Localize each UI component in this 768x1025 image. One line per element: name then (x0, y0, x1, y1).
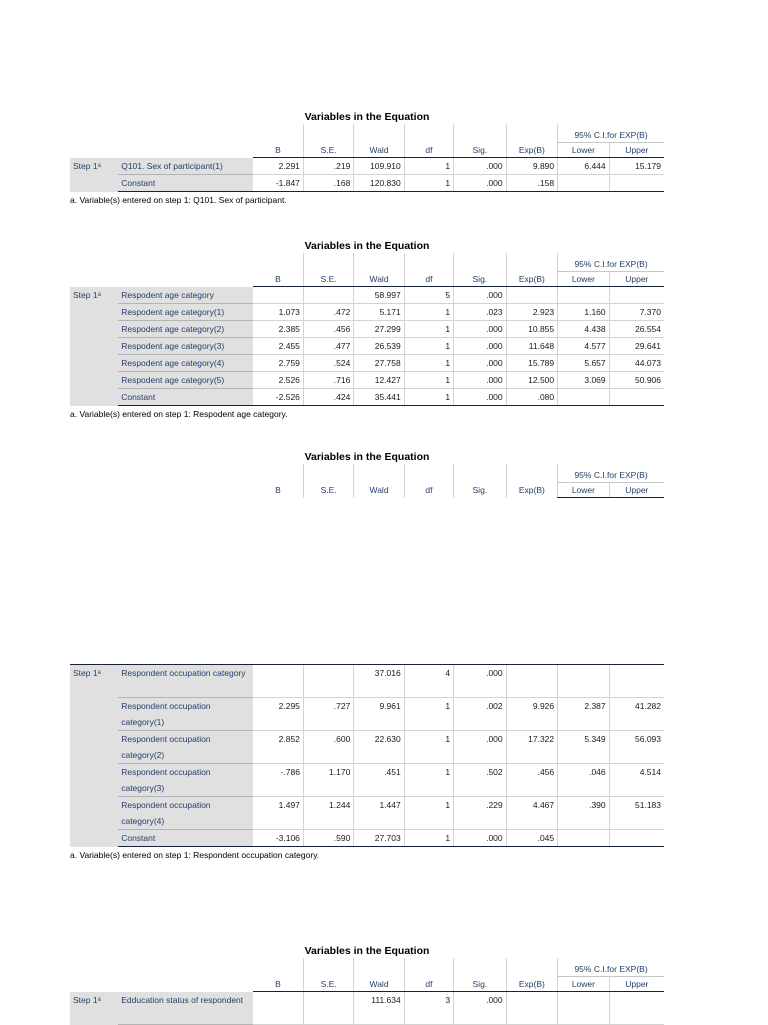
cell-wald: 26.539 (354, 338, 404, 355)
cell-sig: .000 (454, 158, 507, 175)
table-row (70, 665, 664, 698)
cell-df: 1 (404, 158, 453, 175)
cell-lower: 4.438 (558, 321, 610, 338)
cell-lower (558, 992, 610, 1025)
cell-wald: 9.961 (354, 698, 404, 731)
cell-lower (558, 175, 610, 192)
cell-b (253, 665, 303, 698)
col-lower: Lower (558, 483, 610, 498)
col-se: S.E. (303, 977, 353, 992)
row-label: Constant (118, 389, 253, 406)
table-row (70, 389, 664, 406)
cell-sig: .000 (454, 372, 507, 389)
col-upper: Upper (609, 483, 664, 498)
cell-wald: 12.427 (354, 372, 404, 389)
row-label: Respodent age category(4) (118, 355, 253, 372)
cell-b: 2.385 (253, 321, 303, 338)
cell-sig: .000 (454, 321, 507, 338)
cell-df: 3 (404, 992, 453, 1025)
table-row (70, 698, 664, 731)
row-label: Q101. Sex of participant(1) (118, 158, 253, 175)
cell-se: .716 (303, 372, 353, 389)
cell-df: 1 (404, 731, 453, 764)
table4-title: Variables in the Equation (304, 945, 430, 957)
row-label: Respondent occupation category(4) (118, 797, 253, 830)
table3-body (70, 664, 664, 847)
cell-se (303, 665, 353, 698)
cell-upper (609, 175, 664, 192)
cell-expb: .080 (506, 389, 558, 406)
cell-lower: 5.657 (558, 355, 610, 372)
table-row (70, 372, 664, 389)
col-b: B (253, 272, 303, 287)
cell-expb: 15.789 (506, 355, 558, 372)
col-se: S.E. (303, 143, 353, 158)
cell-se: .424 (303, 389, 353, 406)
cell-sig: .000 (454, 338, 507, 355)
cell-upper: 50.906 (609, 372, 664, 389)
row-label: Respodent age category (118, 287, 253, 304)
table2-footnote: a. Variable(s) entered on step 1: Respodent age category. (70, 409, 288, 419)
table1-block (70, 110, 664, 206)
table3-footnote: a. Variable(s) entered on step 1: Respondent occupation category. (70, 850, 320, 860)
col-b: B (253, 143, 303, 158)
ci-header: 95% C.I.for EXP(B) (558, 124, 664, 143)
cell-wald: 120.830 (354, 175, 404, 192)
table4 (70, 958, 664, 1025)
cell-se: .477 (303, 338, 353, 355)
table-row (70, 175, 664, 192)
cell-df: 1 (404, 304, 453, 321)
row-label: Respondent occupation category(1) (118, 698, 253, 731)
cell-expb: 10.855 (506, 321, 558, 338)
cell-upper: 44.073 (609, 355, 664, 372)
cell-upper (609, 389, 664, 406)
cell-se: .600 (303, 731, 353, 764)
cell-b (253, 287, 303, 304)
row-label: Constant (118, 175, 253, 192)
ci-header: 95% C.I.for EXP(B) (558, 958, 664, 977)
cell-df: 1 (404, 797, 453, 830)
cell-se: .168 (303, 175, 353, 192)
cell-lower (558, 389, 610, 406)
cell-wald: 1.447 (354, 797, 404, 830)
col-expb: Exp(B) (506, 977, 558, 992)
cell-upper: 7.370 (609, 304, 664, 321)
cell-lower: 2.387 (558, 698, 610, 731)
col-wald: Wald (354, 977, 404, 992)
col-df: df (404, 272, 453, 287)
cell-sig: .000 (454, 665, 507, 698)
col-expb: Exp(B) (506, 272, 558, 287)
cell-sig: .023 (454, 304, 507, 321)
step-label: Step 1ᵃ (70, 665, 118, 847)
cell-wald: 27.299 (354, 321, 404, 338)
col-wald: Wald (354, 143, 404, 158)
cell-se: .472 (303, 304, 353, 321)
col-lower: Lower (558, 143, 610, 158)
cell-upper (609, 287, 664, 304)
col-upper: Upper (609, 272, 664, 287)
cell-upper: 26.554 (609, 321, 664, 338)
cell-se: 1.170 (303, 764, 353, 797)
table3-header (70, 464, 664, 498)
table-row (70, 830, 664, 847)
table-row (70, 731, 664, 764)
cell-expb (506, 665, 558, 698)
table-row (70, 321, 664, 338)
col-upper: Upper (609, 977, 664, 992)
cell-sig: .002 (454, 698, 507, 731)
cell-lower: 6.444 (558, 158, 610, 175)
table-row (70, 764, 664, 797)
cell-b: -2.526 (253, 389, 303, 406)
col-df: df (404, 143, 453, 158)
cell-sig: .000 (454, 830, 507, 847)
row-label: Respondent occupation category (118, 665, 253, 698)
table2-title: Variables in the Equation (304, 240, 430, 252)
col-b: B (253, 977, 303, 992)
cell-wald: 109.910 (354, 158, 404, 175)
col-df: df (404, 483, 453, 498)
cell-se: .524 (303, 355, 353, 372)
table1-footnote: a. Variable(s) entered on step 1: Q101. Sex of participant. (70, 195, 287, 205)
row-label: Edducation status of respondent (118, 992, 253, 1025)
cell-expb: .045 (506, 830, 558, 847)
cell-df: 5 (404, 287, 453, 304)
step-label: Step 1ᵃ (70, 287, 118, 406)
cell-sig: .000 (454, 389, 507, 406)
table3-body-block (70, 664, 664, 861)
cell-expb: 9.926 (506, 698, 558, 731)
cell-se: .456 (303, 321, 353, 338)
cell-expb: .456 (506, 764, 558, 797)
row-label: Respodent age category(2) (118, 321, 253, 338)
cell-expb: 2.923 (506, 304, 558, 321)
cell-wald: 37.016 (354, 665, 404, 698)
cell-b: 2.526 (253, 372, 303, 389)
table1 (70, 124, 664, 192)
cell-df: 1 (404, 389, 453, 406)
row-label: Constant (118, 830, 253, 847)
cell-upper: 41.282 (609, 698, 664, 731)
cell-wald: 5.171 (354, 304, 404, 321)
cell-expb (506, 992, 558, 1025)
col-expb: Exp(B) (506, 483, 558, 498)
table2 (70, 253, 664, 406)
col-sig: Sig. (454, 143, 507, 158)
cell-b (253, 992, 303, 1025)
cell-upper (609, 665, 664, 698)
ci-header: 95% C.I.for EXP(B) (558, 253, 664, 272)
cell-wald: 58.997 (354, 287, 404, 304)
table4-block (70, 944, 664, 1025)
cell-df: 1 (404, 372, 453, 389)
cell-wald: .451 (354, 764, 404, 797)
cell-expb: 9.890 (506, 158, 558, 175)
cell-lower (558, 665, 610, 698)
cell-lower (558, 830, 610, 847)
cell-expb: 11.648 (506, 338, 558, 355)
table3-header-block (70, 450, 664, 498)
table-row (70, 158, 664, 175)
cell-lower: 5.349 (558, 731, 610, 764)
col-se: S.E. (303, 483, 353, 498)
cell-sig: .000 (454, 731, 507, 764)
cell-b: -1.847 (253, 175, 303, 192)
col-wald: Wald (354, 272, 404, 287)
cell-df: 1 (404, 830, 453, 847)
step-label: Step 1ᵃ (70, 992, 118, 1025)
col-se: S.E. (303, 272, 353, 287)
cell-wald: 27.703 (354, 830, 404, 847)
col-sig: Sig. (454, 272, 507, 287)
table-row (70, 287, 664, 304)
cell-se: 1.244 (303, 797, 353, 830)
col-lower: Lower (558, 272, 610, 287)
row-label: Respodent age category(3) (118, 338, 253, 355)
col-b: B (275, 484, 281, 495)
cell-b: 2.295 (253, 698, 303, 731)
cell-df: 1 (404, 175, 453, 192)
cell-b: 2.852 (253, 731, 303, 764)
table-row (70, 304, 664, 321)
cell-expb: 4.467 (506, 797, 558, 830)
row-label: Respondent occupation category(2) (118, 731, 253, 764)
cell-b: 2.291 (253, 158, 303, 175)
cell-lower: 1.160 (558, 304, 610, 321)
cell-expb: 17.322 (506, 731, 558, 764)
cell-df: 1 (404, 698, 453, 731)
cell-expb: 12.500 (506, 372, 558, 389)
table-row (70, 355, 664, 372)
cell-se (303, 992, 353, 1025)
col-sig: Sig. (454, 977, 507, 992)
cell-wald: 22.630 (354, 731, 404, 764)
row-label: Respondent occupation category(3) (118, 764, 253, 797)
cell-df: 1 (404, 321, 453, 338)
col-upper: Upper (609, 143, 664, 158)
cell-sig: .000 (454, 355, 507, 372)
row-label: Respodent age category(5) (118, 372, 253, 389)
step-label: Step 1ᵃ (70, 158, 118, 192)
cell-lower: .046 (558, 764, 610, 797)
cell-sig: .229 (454, 797, 507, 830)
cell-se: .219 (303, 158, 353, 175)
cell-lower: 3.069 (558, 372, 610, 389)
cell-sig: .000 (454, 287, 507, 304)
cell-b: 1.497 (253, 797, 303, 830)
cell-lower: .390 (558, 797, 610, 830)
col-expb: Exp(B) (506, 143, 558, 158)
table1-title: Variables in the Equation (304, 111, 430, 123)
cell-wald: 111.634 (354, 992, 404, 1025)
cell-df: 4 (404, 665, 453, 698)
col-sig: Sig. (454, 483, 507, 498)
table-row (70, 992, 664, 1025)
cell-expb (506, 287, 558, 304)
cell-upper: 29.641 (609, 338, 664, 355)
table-row (70, 797, 664, 830)
ci-header: 95% C.I.for EXP(B) (558, 464, 664, 483)
cell-wald: 35.441 (354, 389, 404, 406)
row-label: Respodent age category(1) (118, 304, 253, 321)
cell-lower: 4.577 (558, 338, 610, 355)
cell-upper: 56.093 (609, 731, 664, 764)
col-lower: Lower (558, 977, 610, 992)
cell-sig: .000 (454, 992, 507, 1025)
cell-upper (609, 830, 664, 847)
table-row (70, 338, 664, 355)
cell-b: 1.073 (253, 304, 303, 321)
cell-upper: 4.514 (609, 764, 664, 797)
cell-wald: 27.758 (354, 355, 404, 372)
cell-b: -3.106 (253, 830, 303, 847)
cell-df: 1 (404, 764, 453, 797)
cell-upper (609, 992, 664, 1025)
cell-se (303, 287, 353, 304)
cell-lower (558, 287, 610, 304)
table2-block (70, 239, 664, 420)
cell-b: 2.759 (253, 355, 303, 372)
cell-b: 2.455 (253, 338, 303, 355)
cell-df: 1 (404, 355, 453, 372)
cell-expb: .158 (506, 175, 558, 192)
cell-sig: .000 (454, 175, 507, 192)
cell-upper: 15.179 (609, 158, 664, 175)
cell-sig: .502 (454, 764, 507, 797)
col-wald: Wald (354, 483, 404, 498)
cell-b: -.786 (253, 764, 303, 797)
cell-se: .727 (303, 698, 353, 731)
cell-df: 1 (404, 338, 453, 355)
col-df: df (404, 977, 453, 992)
cell-upper: 51.183 (609, 797, 664, 830)
table3-title: Variables in the Equation (304, 451, 430, 463)
cell-se: .590 (303, 830, 353, 847)
